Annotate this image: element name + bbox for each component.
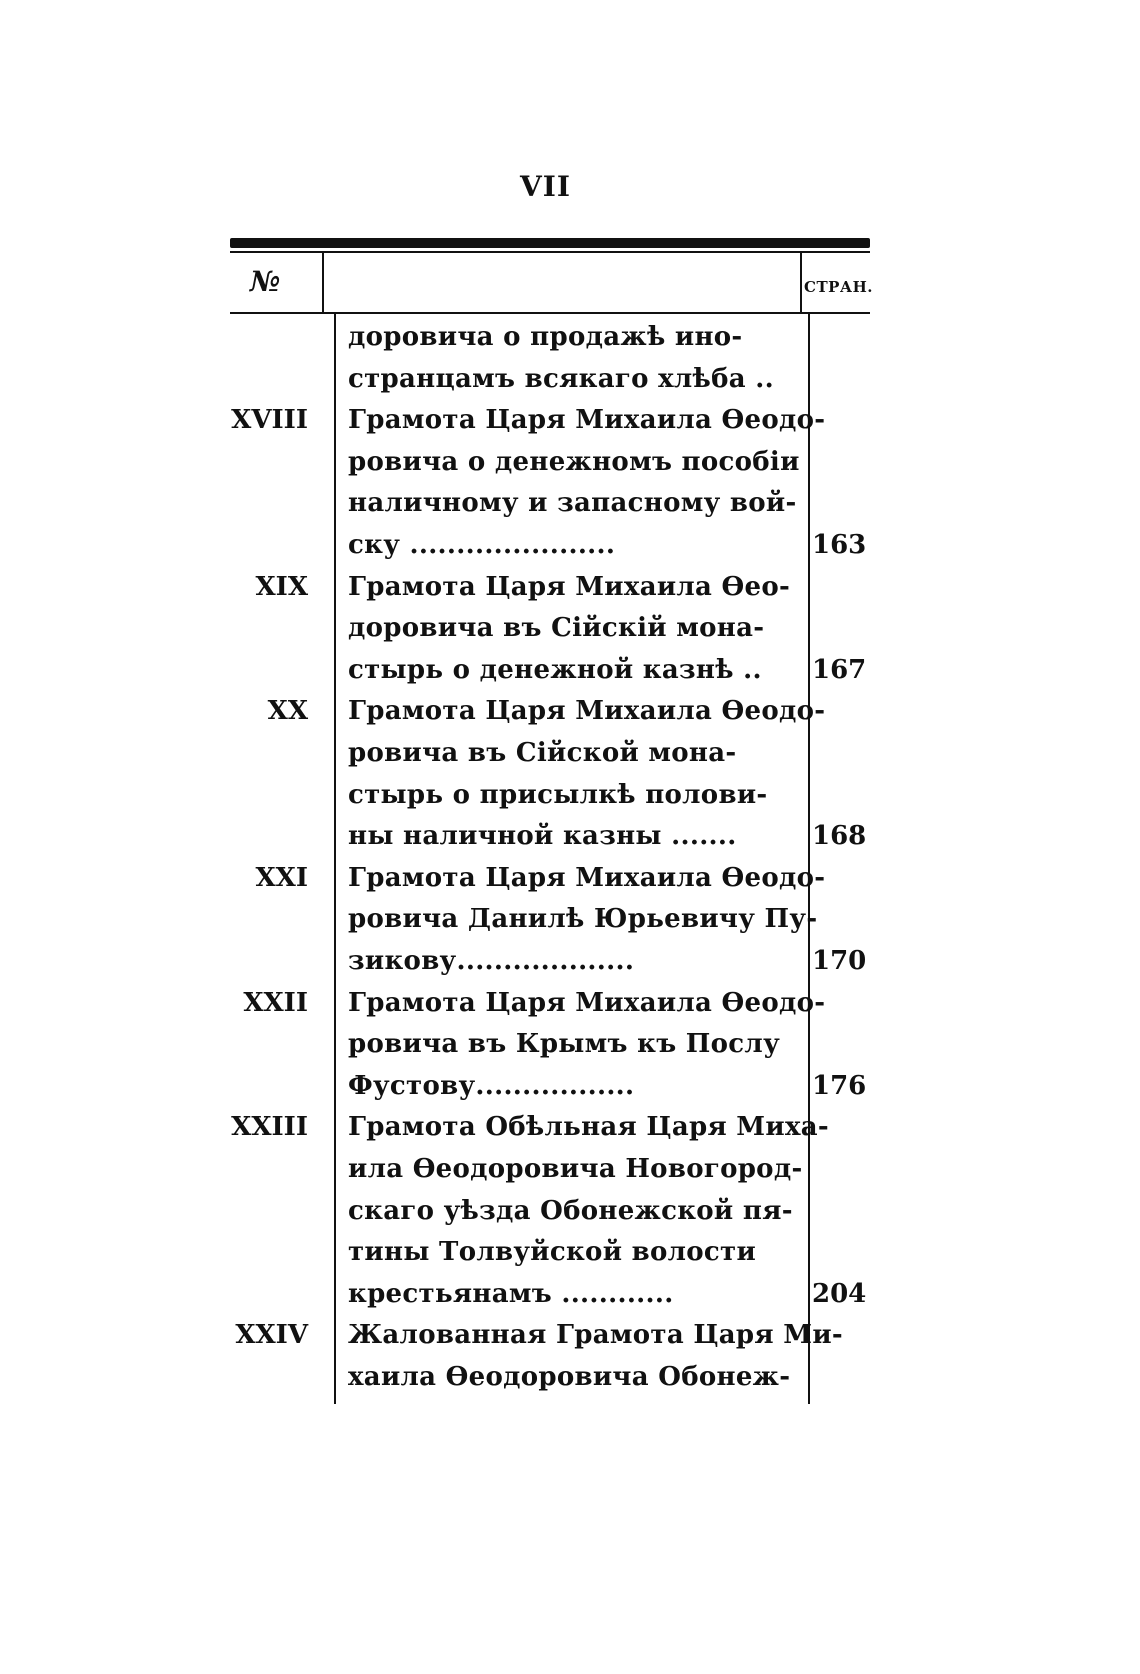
entry-title-line: наличному и запасному вой-	[348, 488, 797, 519]
entry-page-number: 204	[812, 1278, 867, 1309]
entry-title-line: хаила Ѳеодоровича Обонеж-	[348, 1362, 791, 1392]
entry-number: XVIII	[231, 405, 308, 436]
entry-title-line: доровича о продажѣ ино-	[348, 322, 743, 352]
entry-title-line: Фустову.................	[348, 1070, 635, 1101]
entry-title-line: ровича о денежномъ пособіи	[348, 446, 800, 477]
entry-title-line: ны наличной казны .......	[348, 821, 737, 852]
entry-title-line: Грамота Царя Михаила Ѳеодо-	[348, 987, 826, 1018]
entry-page-number: 170	[812, 946, 867, 976]
entry-title-line: Грамота Царя Михаила Ѳео-	[348, 571, 791, 602]
entry-title-line: странцамъ всякаго хлѣба ..	[348, 363, 774, 394]
entry-title-line: Грамота Царя Михаила Ѳеодо-	[348, 862, 826, 893]
entry-number: XXIV	[235, 1320, 308, 1351]
body-divider-right	[808, 314, 810, 1404]
entry-number: XX	[267, 696, 308, 727]
body-divider-left	[334, 314, 336, 1404]
column-header-page: СТРАН.	[804, 278, 873, 296]
page-number: VII	[520, 170, 571, 203]
entry-page-number: 168	[812, 821, 867, 852]
entry-number: XXII	[243, 987, 308, 1018]
entry-title-line: крестьянамъ ............	[348, 1278, 674, 1309]
header-rule-thin	[230, 251, 870, 253]
header-divider-right	[800, 252, 802, 312]
entry-title-line: ровича въ Крымъ къ Послу	[348, 1029, 781, 1060]
entry-title-line: стырь о денежной казнѣ ..	[348, 654, 762, 685]
entry-title-line: ску ......................	[348, 530, 616, 560]
entry-title-line: тины Толвуйской волости	[348, 1237, 757, 1268]
entry-title-line: ила Ѳеодоровича Новогород-	[348, 1154, 803, 1184]
entry-title-line: Грамота Царя Михаила Ѳеодо-	[348, 696, 826, 727]
entry-page-number: 167	[812, 654, 867, 685]
entry-title-line: зикову...................	[348, 946, 635, 976]
entry-title-line: Грамота Царя Михаила Ѳеодо-	[348, 405, 826, 436]
entry-title-line: ровича въ Сійской мона-	[348, 738, 737, 768]
header-rule-bottom	[230, 312, 870, 314]
header-rule-thick	[230, 238, 870, 248]
entry-title-line: Жалованная Грамота Царя Ми-	[348, 1320, 843, 1351]
entry-title-line: ровича Данилѣ Юрьевичу Пу-	[348, 904, 818, 935]
entry-number: XXI	[255, 862, 308, 893]
entry-page-number: 176	[812, 1070, 867, 1101]
entry-number: XIX	[255, 571, 308, 602]
column-header-number: №	[250, 265, 281, 298]
entry-title-line: скаго уѣзда Обонежской пя-	[348, 1195, 793, 1226]
entry-number: XXIII	[231, 1112, 308, 1143]
entry-page-number: 163	[812, 530, 867, 560]
entry-title-line: Грамота Обѣльная Царя Миха-	[348, 1112, 830, 1143]
entry-title-line: доровича въ Сійскій мона-	[348, 613, 765, 644]
entry-title-line: стырь о присылкѣ полови-	[348, 779, 768, 810]
header-divider-left	[322, 252, 324, 312]
